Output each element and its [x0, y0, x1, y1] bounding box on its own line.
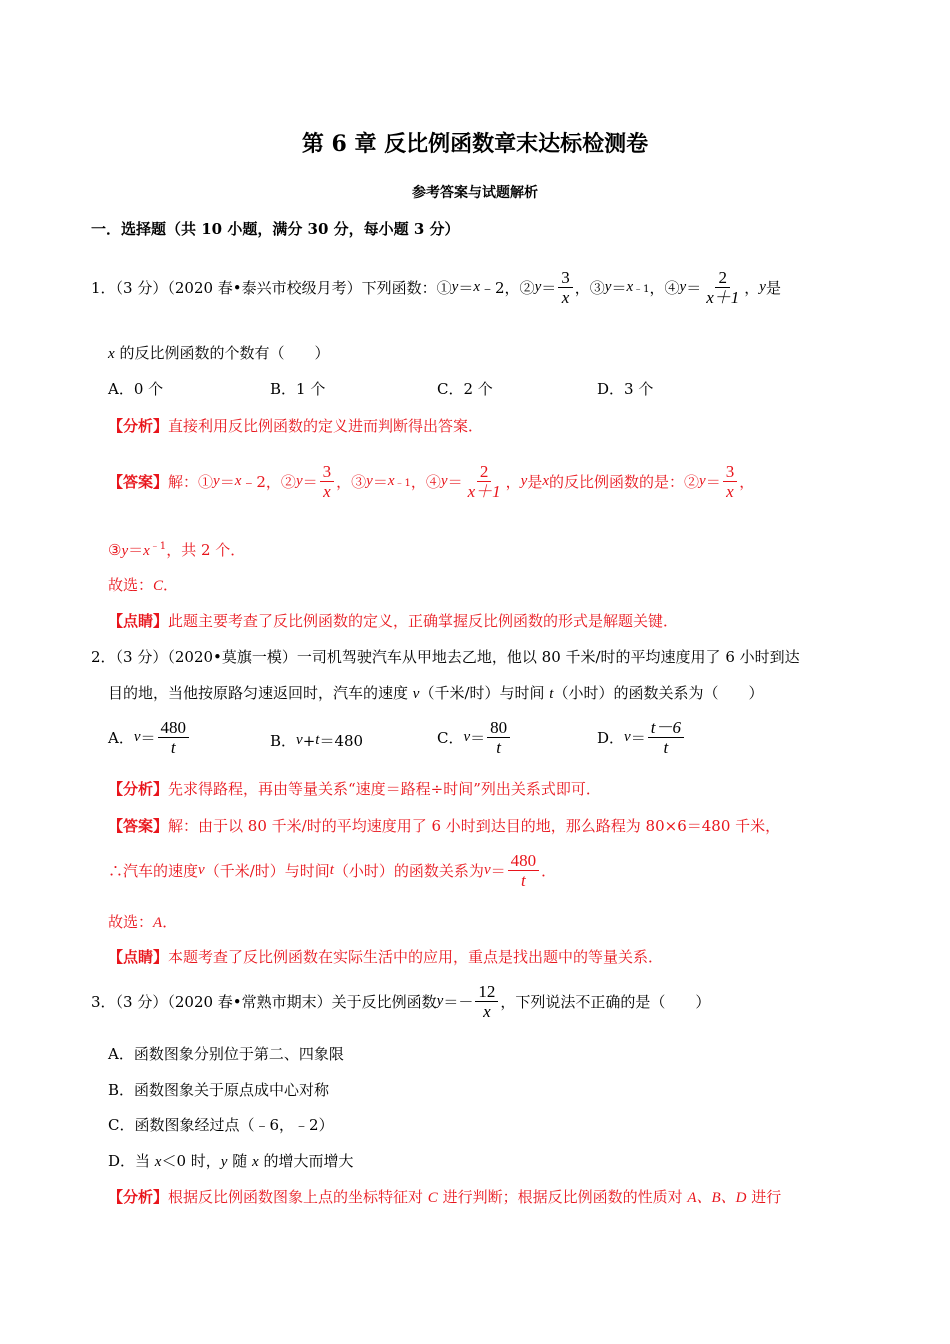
q1-option-a: A．0 个 [108, 380, 164, 398]
q1-option-c: C．2 个 [437, 380, 493, 398]
q1-choice: 故选：C． [108, 576, 179, 594]
section-heading: 一．选择题（共 10 小题，满分 30 分，每小题 3 分） [91, 220, 460, 238]
q3-option-d: D．当 x＜0 时，y 随 x 的增大而增大 [108, 1152, 354, 1170]
page-subtitle: 参考答案与试题解析 [412, 185, 538, 201]
q1-stem-line1: 1．（3 分）（2020 春•泰兴市校级月考）下列函数：① y ＝ x ﹣2，② y ＝ $\frac{3}{x}$ ，③ y ＝ x ﹣1 ，④ y ＝ $\frac{2}{x+1}$ ， y 是 [91, 268, 781, 308]
q2-option-a: A． v ＝ $\frac{480}{t}$ [108, 718, 191, 757]
q2-choice: 故选：A． [108, 913, 178, 931]
q1-analysis: 【分析】直接利用反比例函数的定义进而判断得出答案． [108, 417, 484, 435]
q1-option-d: D．3 个 [597, 380, 654, 398]
q2-option-c: C． v ＝ $\frac{80}{t}$ [437, 718, 512, 757]
q2-option-a-fraction: $\frac{480}{t}$ [158, 718, 190, 757]
q1-comment: 【点睛】此题主要考查了反比例函数的定义，正确掌握反比例函数的形式是解题关键． [108, 612, 679, 630]
q3-analysis: 【分析】根据反比例函数图象上点的坐标特征对 C 进行判断；根据反比例函数的性质对 A、B、D 进行 [108, 1188, 782, 1206]
q2-stem-line1: 2．（3 分）（2020•莫旗一模）一司机驾驶汽车从甲地去乙地，他以 80 千米/时的平均速度用了 6 小时到达 [91, 648, 800, 666]
page-title: 第 6 章 反比例函数章末达标检测卷 [301, 131, 649, 157]
q2-option-b: B． v + t ＝480 [270, 731, 364, 750]
q3-option-b: B．函数图象关于原点成中心对称 [108, 1081, 330, 1099]
q1-number: 1．（3 分）（2020 春•泰兴市校级月考）下列函数：① [91, 279, 452, 298]
q2-answer-fraction: $\frac{480}{t}$ [508, 851, 540, 890]
q3-option-c: C．函数图象经过点（﹣6，﹣2） [108, 1116, 334, 1134]
q3-fraction: $\frac{12}{x}$ [475, 982, 498, 1021]
q1-option-b: B．1 个 [270, 380, 326, 398]
q1-fraction-3-over-x: $\frac{3}{x}$ [558, 268, 573, 307]
q1-answer-fraction-2-over-x-plus-1: $\frac{2}{x+1}$ [467, 462, 501, 502]
q2-option-d: D． v ＝ $\frac{t-6}{t}$ [597, 718, 686, 757]
q1-answer-fraction-3-over-x: $\frac{3}{x}$ [320, 462, 335, 501]
q2-analysis: 【分析】先求得路程，再由等量关系“速度＝路程÷时间”列出关系式即可． [108, 780, 601, 798]
q2-comment: 【点睛】本题考查了反比例函数在实际生活中的应用，重点是找出题中的等量关系． [108, 948, 664, 966]
q2-answer-line2: ∴汽车的速度 v （千米/时）与时间 t （小时）的函数关系为 v ＝ $\frac{480}{t}$ ． [108, 851, 557, 891]
q2-option-d-fraction: $\frac{t-6}{t}$ [648, 718, 684, 757]
q1-fraction-2-over-x-plus-1: $\frac{2}{x+1}$ [706, 268, 740, 308]
q2-stem-line2: 目的地，当他按原路匀速返回时，汽车的速度 v（千米/时）与时间 t（小时）的函数关系为（ ） [108, 684, 764, 702]
q2-option-c-fraction: $\frac{80}{t}$ [487, 718, 510, 757]
q2-answer-line1: 【答案】解：由于以 80 千米/时的平均速度用了 6 小时到达目的地，那么路程为 80×6＝480 千米， [108, 817, 781, 835]
q1-answer-line2: $③y=x^{﹣1}$，共 2 个． [108, 541, 246, 559]
q3-stem: 3．（3 分）（2020 春•常熟市期末）关于反比例函数 y ＝－ $\frac{12}{x}$ ，下列说法不正确的是（ ） [91, 982, 711, 1022]
q1-answer-fraction-3-over-x-b: $\frac{3}{x}$ [723, 462, 738, 501]
q3-option-a: A．函数图象分别位于第二、四象限 [108, 1045, 344, 1063]
q1-answer-line1: 【答案】 解：① y ＝ x ﹣2，② y ＝ $\frac{3}{x}$ ，③ y ＝ x ﹣1 ，④ y ＝ $\frac{2}{x+1}$ ， y 是 x 的反比例函数的是：② y ＝ $\frac{3}{x}$ ， [108, 462, 755, 502]
q1-stem-line2: x 的反比例函数的个数有（ ） [108, 344, 330, 362]
